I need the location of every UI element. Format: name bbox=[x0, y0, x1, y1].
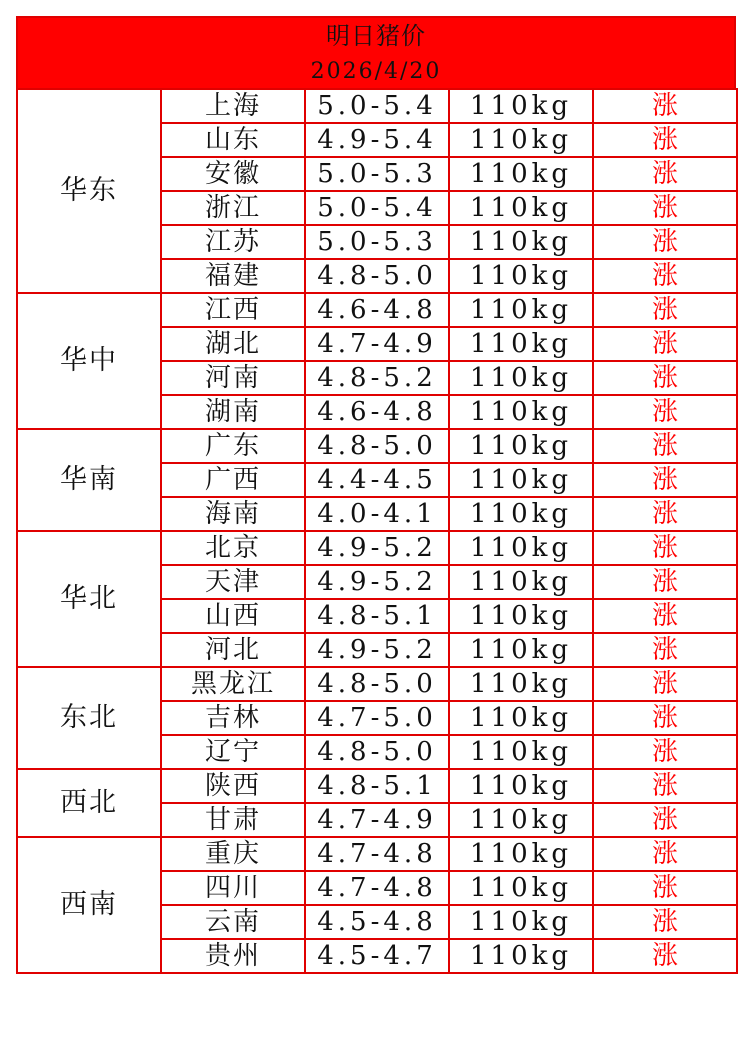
weight-cell: 110kg bbox=[449, 871, 593, 905]
weight-cell: 110kg bbox=[449, 565, 593, 599]
price-range-cell: 4.5-4.8 bbox=[305, 905, 449, 939]
table-row bbox=[17, 531, 737, 565]
weight-cell: 110kg bbox=[449, 735, 593, 769]
province-cell: 浙江 bbox=[161, 191, 305, 225]
region-cell: 华南 bbox=[17, 429, 161, 531]
trend-cell: 涨 bbox=[593, 939, 737, 973]
weight-cell: 110kg bbox=[449, 599, 593, 633]
province-cell: 广东 bbox=[161, 429, 305, 463]
weight-cell: 110kg bbox=[449, 259, 593, 293]
province-cell: 贵州 bbox=[161, 939, 305, 973]
province-cell: 吉林 bbox=[161, 701, 305, 735]
weight-cell: 110kg bbox=[449, 531, 593, 565]
price-range-cell: 4.7-5.0 bbox=[305, 701, 449, 735]
price-range-cell: 4.0-4.1 bbox=[305, 497, 449, 531]
province-cell: 云南 bbox=[161, 905, 305, 939]
price-range-cell: 4.9-5.4 bbox=[305, 123, 449, 157]
province-cell: 辽宁 bbox=[161, 735, 305, 769]
province-cell: 甘肃 bbox=[161, 803, 305, 837]
trend-cell: 涨 bbox=[593, 905, 737, 939]
trend-cell: 涨 bbox=[593, 429, 737, 463]
weight-cell: 110kg bbox=[449, 837, 593, 871]
weight-cell: 110kg bbox=[449, 633, 593, 667]
price-range-cell: 4.8-5.1 bbox=[305, 769, 449, 803]
trend-cell: 涨 bbox=[593, 123, 737, 157]
weight-cell: 110kg bbox=[449, 89, 593, 123]
price-range-cell: 4.6-4.8 bbox=[305, 395, 449, 429]
sheet-date: 2026/4/20 bbox=[310, 59, 442, 84]
table-row bbox=[17, 769, 737, 803]
province-cell: 北京 bbox=[161, 531, 305, 565]
table-row bbox=[17, 293, 737, 327]
trend-cell: 涨 bbox=[593, 157, 737, 191]
province-cell: 海南 bbox=[161, 497, 305, 531]
weight-cell: 110kg bbox=[449, 905, 593, 939]
province-cell: 四川 bbox=[161, 871, 305, 905]
trend-cell: 涨 bbox=[593, 871, 737, 905]
province-cell: 湖南 bbox=[161, 395, 305, 429]
price-range-cell: 5.0-5.3 bbox=[305, 225, 449, 259]
table-row bbox=[17, 89, 737, 123]
region-cell: 西北 bbox=[17, 769, 161, 837]
price-range-cell: 4.7-4.9 bbox=[305, 803, 449, 837]
trend-cell: 涨 bbox=[593, 735, 737, 769]
province-cell: 福建 bbox=[161, 259, 305, 293]
weight-cell: 110kg bbox=[449, 327, 593, 361]
price-range-cell: 5.0-5.3 bbox=[305, 157, 449, 191]
trend-cell: 涨 bbox=[593, 531, 737, 565]
price-range-cell: 5.0-5.4 bbox=[305, 191, 449, 225]
weight-cell: 110kg bbox=[449, 497, 593, 531]
price-range-cell: 4.8-5.2 bbox=[305, 361, 449, 395]
province-cell: 河南 bbox=[161, 361, 305, 395]
trend-cell: 涨 bbox=[593, 463, 737, 497]
weight-cell: 110kg bbox=[449, 395, 593, 429]
weight-cell: 110kg bbox=[449, 769, 593, 803]
province-cell: 安徽 bbox=[161, 157, 305, 191]
province-cell: 广西 bbox=[161, 463, 305, 497]
weight-cell: 110kg bbox=[449, 123, 593, 157]
price-range-cell: 4.9-5.2 bbox=[305, 633, 449, 667]
trend-cell: 涨 bbox=[593, 89, 737, 123]
region-cell: 东北 bbox=[17, 667, 161, 769]
trend-cell: 涨 bbox=[593, 395, 737, 429]
weight-cell: 110kg bbox=[449, 667, 593, 701]
weight-cell: 110kg bbox=[449, 293, 593, 327]
weight-cell: 110kg bbox=[449, 225, 593, 259]
weight-cell: 110kg bbox=[449, 429, 593, 463]
price-table bbox=[16, 88, 738, 974]
price-range-cell: 4.8-5.0 bbox=[305, 667, 449, 701]
sheet-title: 明日猪价 bbox=[326, 22, 426, 50]
price-range-cell: 4.7-4.8 bbox=[305, 837, 449, 871]
province-cell: 湖北 bbox=[161, 327, 305, 361]
trend-cell: 涨 bbox=[593, 225, 737, 259]
price-range-cell: 4.6-4.8 bbox=[305, 293, 449, 327]
region-cell: 华中 bbox=[17, 293, 161, 429]
trend-cell: 涨 bbox=[593, 837, 737, 871]
province-cell: 上海 bbox=[161, 89, 305, 123]
trend-cell: 涨 bbox=[593, 361, 737, 395]
trend-cell: 涨 bbox=[593, 769, 737, 803]
price-range-cell: 4.8-5.1 bbox=[305, 599, 449, 633]
trend-cell: 涨 bbox=[593, 327, 737, 361]
price-range-cell: 4.8-5.0 bbox=[305, 429, 449, 463]
region-cell: 华北 bbox=[17, 531, 161, 667]
province-cell: 江苏 bbox=[161, 225, 305, 259]
trend-cell: 涨 bbox=[593, 497, 737, 531]
price-range-cell: 4.8-5.0 bbox=[305, 735, 449, 769]
weight-cell: 110kg bbox=[449, 191, 593, 225]
weight-cell: 110kg bbox=[449, 701, 593, 735]
trend-cell: 涨 bbox=[593, 293, 737, 327]
trend-cell: 涨 bbox=[593, 565, 737, 599]
weight-cell: 110kg bbox=[449, 463, 593, 497]
province-cell: 山西 bbox=[161, 599, 305, 633]
table-row bbox=[17, 429, 737, 463]
region-cell: 西南 bbox=[17, 837, 161, 973]
price-range-cell: 4.9-5.2 bbox=[305, 531, 449, 565]
trend-cell: 涨 bbox=[593, 599, 737, 633]
province-cell: 黑龙江 bbox=[161, 667, 305, 701]
trend-cell: 涨 bbox=[593, 259, 737, 293]
province-cell: 河北 bbox=[161, 633, 305, 667]
table-row bbox=[17, 667, 737, 701]
price-range-cell: 4.7-4.8 bbox=[305, 871, 449, 905]
trend-cell: 涨 bbox=[593, 191, 737, 225]
price-sheet bbox=[16, 16, 736, 974]
province-cell: 天津 bbox=[161, 565, 305, 599]
trend-cell: 涨 bbox=[593, 701, 737, 735]
price-range-cell: 4.7-4.9 bbox=[305, 327, 449, 361]
price-range-cell: 4.4-4.5 bbox=[305, 463, 449, 497]
table-row bbox=[17, 837, 737, 871]
region-cell: 华东 bbox=[17, 89, 161, 293]
price-table-body bbox=[17, 89, 737, 973]
price-range-cell: 5.0-5.4 bbox=[305, 89, 449, 123]
province-cell: 重庆 bbox=[161, 837, 305, 871]
weight-cell: 110kg bbox=[449, 803, 593, 837]
weight-cell: 110kg bbox=[449, 157, 593, 191]
trend-cell: 涨 bbox=[593, 667, 737, 701]
province-cell: 陕西 bbox=[161, 769, 305, 803]
weight-cell: 110kg bbox=[449, 361, 593, 395]
province-cell: 江西 bbox=[161, 293, 305, 327]
trend-cell: 涨 bbox=[593, 633, 737, 667]
price-range-cell: 4.8-5.0 bbox=[305, 259, 449, 293]
province-cell: 山东 bbox=[161, 123, 305, 157]
trend-cell: 涨 bbox=[593, 803, 737, 837]
sheet-header bbox=[16, 16, 736, 88]
weight-cell: 110kg bbox=[449, 939, 593, 973]
price-range-cell: 4.5-4.7 bbox=[305, 939, 449, 973]
price-range-cell: 4.9-5.2 bbox=[305, 565, 449, 599]
